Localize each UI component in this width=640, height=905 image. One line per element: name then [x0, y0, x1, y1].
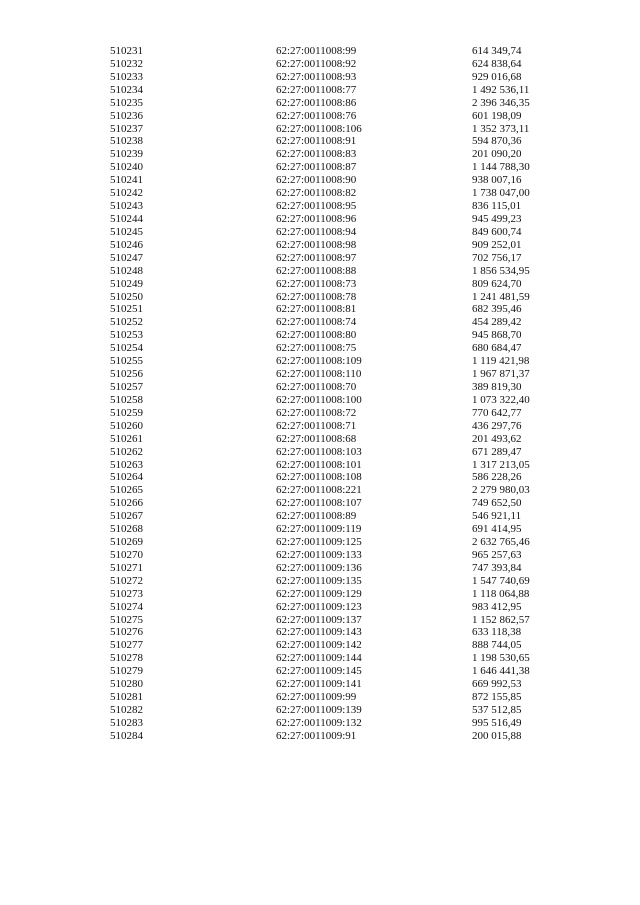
row-number-cell: 510249: [110, 277, 143, 290]
cadastral-number-cell: 62:27:0011008:77: [276, 83, 357, 96]
table-row: [0, 123, 640, 136]
row-number-cell: 510257: [110, 380, 143, 393]
table-row: [0, 420, 640, 433]
table-row: [0, 614, 640, 627]
row-number-cell: 510244: [110, 212, 143, 225]
row-number-cell: 510268: [110, 523, 143, 536]
table-row: [0, 575, 640, 588]
row-number-cell: 510277: [110, 639, 143, 652]
cadastral-number-cell: 62:27:0011008:110: [276, 368, 362, 381]
cadastral-number-cell: 62:27:0011008:92: [276, 57, 357, 70]
cadastral-value-cell: 1 118 064,88: [472, 587, 530, 600]
row-number-cell: 510242: [110, 187, 143, 200]
row-number-cell: 510280: [110, 678, 143, 691]
table-row: [0, 601, 640, 614]
row-number-cell: 510233: [110, 70, 143, 83]
cadastral-number-cell: 62:27:0011009:119: [276, 523, 362, 536]
table-row: [0, 407, 640, 420]
table-row: [0, 484, 640, 497]
row-number-cell: 510248: [110, 264, 143, 277]
row-number-cell: 510261: [110, 432, 143, 445]
cadastral-number-cell: 62:27:0011009:145: [276, 665, 362, 678]
table-row: [0, 497, 640, 510]
table-row: [0, 291, 640, 304]
cadastral-number-cell: 62:27:0011009:144: [276, 652, 362, 665]
row-number-cell: 510238: [110, 135, 143, 148]
cadastral-number-cell: 62:27:0011008:98: [276, 238, 357, 251]
table-row: [0, 148, 640, 161]
row-number-cell: 510272: [110, 574, 143, 587]
cadastral-value-cell: 546 921,11: [472, 510, 522, 523]
table-row: [0, 161, 640, 174]
table-row: [0, 433, 640, 446]
table-row: [0, 381, 640, 394]
cadastral-value-cell: 2 396 346,35: [472, 96, 530, 109]
cadastral-value-cell: 809 624,70: [472, 277, 522, 290]
row-number-cell: 510284: [110, 729, 143, 742]
row-number-cell: 510276: [110, 626, 143, 639]
table-row: [0, 303, 640, 316]
cadastral-value-cell: 747 393,84: [472, 561, 522, 574]
cadastral-value-cell: 945 499,23: [472, 212, 522, 225]
cadastral-number-cell: 62:27:0011009:137: [276, 613, 362, 626]
cadastral-value-cell: 624 838,64: [472, 57, 522, 70]
row-number-cell: 510256: [110, 368, 143, 381]
table-row: [0, 678, 640, 691]
cadastral-value-cell: 682 395,46: [472, 303, 522, 316]
table-row: [0, 652, 640, 665]
row-number-cell: 510235: [110, 96, 143, 109]
cadastral-value-cell: 945 868,70: [472, 329, 522, 342]
cadastral-value-cell: 872 155,85: [472, 691, 522, 704]
cadastral-value-cell: 965 257,63: [472, 548, 522, 561]
cadastral-number-cell: 62:27:0011008:88: [276, 264, 357, 277]
table-row: [0, 265, 640, 278]
cadastral-value-cell: 995 516,49: [472, 716, 522, 729]
cadastral-value-cell: 836 115,01: [472, 200, 522, 213]
cadastral-value-cell: 201 493,62: [472, 432, 522, 445]
cadastral-number-cell: 62:27:0011008:90: [276, 174, 357, 187]
cadastral-value-cell: 586 228,26: [472, 471, 522, 484]
cadastral-number-cell: 62:27:0011008:78: [276, 290, 357, 303]
cadastral-number-cell: 62:27:0011008:106: [276, 122, 362, 135]
row-number-cell: 510263: [110, 458, 143, 471]
cadastral-value-cell: 1 317 213,05: [472, 458, 530, 471]
cadastral-value-cell: 1 646 441,38: [472, 665, 530, 678]
table-row: [0, 394, 640, 407]
cadastral-value-cell: 691 414,95: [472, 523, 522, 536]
cadastral-number-cell: 62:27:0011008:86: [276, 96, 357, 109]
cadastral-number-cell: 62:27:0011008:91: [276, 135, 357, 148]
table-row: [0, 110, 640, 123]
table-row: [0, 562, 640, 575]
cadastral-number-cell: 62:27:0011008:100: [276, 393, 362, 406]
table-row: [0, 329, 640, 342]
cadastral-number-cell: 62:27:0011008:74: [276, 316, 357, 329]
cadastral-value-cell: 614 349,74: [472, 45, 522, 57]
cadastral-number-cell: 62:27:0011008:95: [276, 200, 357, 213]
table-row: [0, 355, 640, 368]
table-row: [0, 446, 640, 459]
table-row: [0, 278, 640, 291]
row-number-cell: 510275: [110, 613, 143, 626]
cadastral-number-cell: 62:27:0011009:141: [276, 678, 362, 691]
cadastral-value-cell: 2 279 980,03: [472, 484, 530, 497]
row-number-cell: 510243: [110, 200, 143, 213]
table-row: [0, 239, 640, 252]
cadastral-value-cell: 669 992,53: [472, 678, 522, 691]
cadastral-value-cell: 749 652,50: [472, 497, 522, 510]
table-row: [0, 471, 640, 484]
cadastral-value-table: [0, 45, 640, 743]
cadastral-number-cell: 62:27:0011008:96: [276, 212, 357, 225]
table-row: [0, 459, 640, 472]
table-row: [0, 691, 640, 704]
cadastral-number-cell: 62:27:0011009:133: [276, 548, 362, 561]
cadastral-value-cell: 200 015,88: [472, 729, 522, 742]
cadastral-value-cell: 929 016,68: [472, 70, 522, 83]
cadastral-value-cell: 389 819,30: [472, 380, 522, 393]
row-number-cell: 510270: [110, 548, 143, 561]
row-number-cell: 510278: [110, 652, 143, 665]
cadastral-number-cell: 62:27:0011008:221: [276, 484, 362, 497]
cadastral-number-cell: 62:27:0011008:89: [276, 510, 357, 523]
cadastral-number-cell: 62:27:0011008:107: [276, 497, 362, 510]
row-number-cell: 510271: [110, 561, 143, 574]
table-row: [0, 717, 640, 730]
table-row: [0, 665, 640, 678]
table-row: [0, 84, 640, 97]
row-number-cell: 510251: [110, 303, 143, 316]
cadastral-number-cell: 62:27:0011008:97: [276, 251, 357, 264]
row-number-cell: 510246: [110, 238, 143, 251]
row-number-cell: 510264: [110, 471, 143, 484]
table-row: [0, 730, 640, 743]
row-number-cell: 510258: [110, 393, 143, 406]
table-row: [0, 226, 640, 239]
cadastral-number-cell: 62:27:0011008:94: [276, 225, 357, 238]
row-number-cell: 510255: [110, 355, 143, 368]
table-row: [0, 536, 640, 549]
cadastral-value-cell: 537 512,85: [472, 704, 522, 717]
cadastral-value-cell: 1 856 534,95: [472, 264, 530, 277]
cadastral-number-cell: 62:27:0011008:68: [276, 432, 357, 445]
cadastral-number-cell: 62:27:0011008:109: [276, 355, 362, 368]
row-number-cell: 510236: [110, 109, 143, 122]
cadastral-number-cell: 62:27:0011009:139: [276, 704, 362, 717]
table-row: [0, 368, 640, 381]
row-number-cell: 510247: [110, 251, 143, 264]
cadastral-value-cell: 436 297,76: [472, 419, 522, 432]
cadastral-number-cell: 62:27:0011008:73: [276, 277, 357, 290]
cadastral-value-cell: 909 252,01: [472, 238, 522, 251]
row-number-cell: 510234: [110, 83, 143, 96]
cadastral-value-cell: 1 152 862,57: [472, 613, 530, 626]
cadastral-value-cell: 1 144 788,30: [472, 161, 530, 174]
row-number-cell: 510232: [110, 57, 143, 70]
cadastral-value-cell: 1 547 740,69: [472, 574, 530, 587]
table-row: [0, 213, 640, 226]
table-row: [0, 316, 640, 329]
cadastral-number-cell: 62:27:0011009:142: [276, 639, 362, 652]
row-number-cell: 510260: [110, 419, 143, 432]
table-row: [0, 200, 640, 213]
cadastral-number-cell: 62:27:0011009:125: [276, 536, 362, 549]
row-number-cell: 510274: [110, 600, 143, 613]
row-number-cell: 510266: [110, 497, 143, 510]
table-row: [0, 523, 640, 536]
cadastral-value-cell: 2 632 765,46: [472, 536, 530, 549]
table-row: [0, 187, 640, 200]
cadastral-number-cell: 62:27:0011008:87: [276, 161, 357, 174]
cadastral-value-cell: 671 289,47: [472, 445, 522, 458]
cadastral-value-cell: 1 967 871,37: [472, 368, 530, 381]
cadastral-number-cell: 62:27:0011009:91: [276, 729, 357, 742]
cadastral-number-cell: 62:27:0011009:143: [276, 626, 362, 639]
table-row: [0, 135, 640, 148]
cadastral-value-cell: 1 492 536,11: [472, 83, 530, 96]
cadastral-number-cell: 62:27:0011009:135: [276, 574, 362, 587]
row-number-cell: 510273: [110, 587, 143, 600]
table-row: [0, 58, 640, 71]
cadastral-value-cell: 454 289,42: [472, 316, 522, 329]
cadastral-number-cell: 62:27:0011008:99: [276, 45, 357, 57]
row-number-cell: 510253: [110, 329, 143, 342]
cadastral-number-cell: 62:27:0011008:83: [276, 148, 357, 161]
cadastral-number-cell: 62:27:0011008:101: [276, 458, 362, 471]
cadastral-value-cell: 983 412,95: [472, 600, 522, 613]
row-number-cell: 510283: [110, 716, 143, 729]
table-row: [0, 510, 640, 523]
row-number-cell: 510231: [110, 45, 143, 57]
row-number-cell: 510250: [110, 290, 143, 303]
cadastral-number-cell: 62:27:0011008:80: [276, 329, 357, 342]
cadastral-value-cell: 633 118,38: [472, 626, 522, 639]
cadastral-value-cell: 702 756,17: [472, 251, 522, 264]
cadastral-number-cell: 62:27:0011008:75: [276, 342, 357, 355]
row-number-cell: 510269: [110, 536, 143, 549]
row-number-cell: 510254: [110, 342, 143, 355]
table-row: [0, 549, 640, 562]
row-number-cell: 510241: [110, 174, 143, 187]
row-number-cell: 510281: [110, 691, 143, 704]
table-row: [0, 704, 640, 717]
cadastral-number-cell: 62:27:0011009:129: [276, 587, 362, 600]
cadastral-value-cell: 201 090,20: [472, 148, 522, 161]
cadastral-number-cell: 62:27:0011008:108: [276, 471, 362, 484]
cadastral-number-cell: 62:27:0011008:103: [276, 445, 362, 458]
cadastral-number-cell: 62:27:0011008:76: [276, 109, 357, 122]
cadastral-value-cell: 1 738 047,00: [472, 187, 530, 200]
cadastral-value-cell: 601 198,09: [472, 109, 522, 122]
cadastral-number-cell: 62:27:0011008:93: [276, 70, 357, 83]
table-row: [0, 639, 640, 652]
cadastral-number-cell: 62:27:0011008:81: [276, 303, 357, 316]
cadastral-value-cell: 1 198 530,65: [472, 652, 530, 665]
row-number-cell: 510239: [110, 148, 143, 161]
row-number-cell: 510237: [110, 122, 143, 135]
cadastral-number-cell: 62:27:0011009:99: [276, 691, 357, 704]
row-number-cell: 510262: [110, 445, 143, 458]
cadastral-value-cell: 1 119 421,98: [472, 355, 530, 368]
cadastral-number-cell: 62:27:0011008:82: [276, 187, 357, 200]
row-number-cell: 510267: [110, 510, 143, 523]
cadastral-value-cell: 1 241 481,59: [472, 290, 530, 303]
table-row: [0, 252, 640, 265]
row-number-cell: 510252: [110, 316, 143, 329]
cadastral-value-cell: 849 600,74: [472, 225, 522, 238]
table-row: [0, 97, 640, 110]
cadastral-number-cell: 62:27:0011009:136: [276, 561, 362, 574]
table-row: [0, 626, 640, 639]
cadastral-number-cell: 62:27:0011008:71: [276, 419, 357, 432]
row-number-cell: 510282: [110, 704, 143, 717]
row-number-cell: 510259: [110, 406, 143, 419]
table-row: [0, 45, 640, 58]
row-number-cell: 510240: [110, 161, 143, 174]
cadastral-value-cell: 770 642,77: [472, 406, 522, 419]
row-number-cell: 510279: [110, 665, 143, 678]
row-number-cell: 510265: [110, 484, 143, 497]
row-number-cell: 510245: [110, 225, 143, 238]
table-row: [0, 588, 640, 601]
table-row: [0, 174, 640, 187]
cadastral-number-cell: 62:27:0011009:123: [276, 600, 362, 613]
cadastral-number-cell: 62:27:0011008:70: [276, 380, 357, 393]
cadastral-value-cell: 938 007,16: [472, 174, 522, 187]
cadastral-value-cell: 1 073 322,40: [472, 393, 530, 406]
cadastral-value-cell: 1 352 373,11: [472, 122, 530, 135]
table-row: [0, 342, 640, 355]
cadastral-value-cell: 888 744,05: [472, 639, 522, 652]
cadastral-value-cell: 680 684,47: [472, 342, 522, 355]
cadastral-number-cell: 62:27:0011009:132: [276, 716, 362, 729]
cadastral-number-cell: 62:27:0011008:72: [276, 406, 357, 419]
table-row: [0, 71, 640, 84]
cadastral-value-cell: 594 870,36: [472, 135, 522, 148]
